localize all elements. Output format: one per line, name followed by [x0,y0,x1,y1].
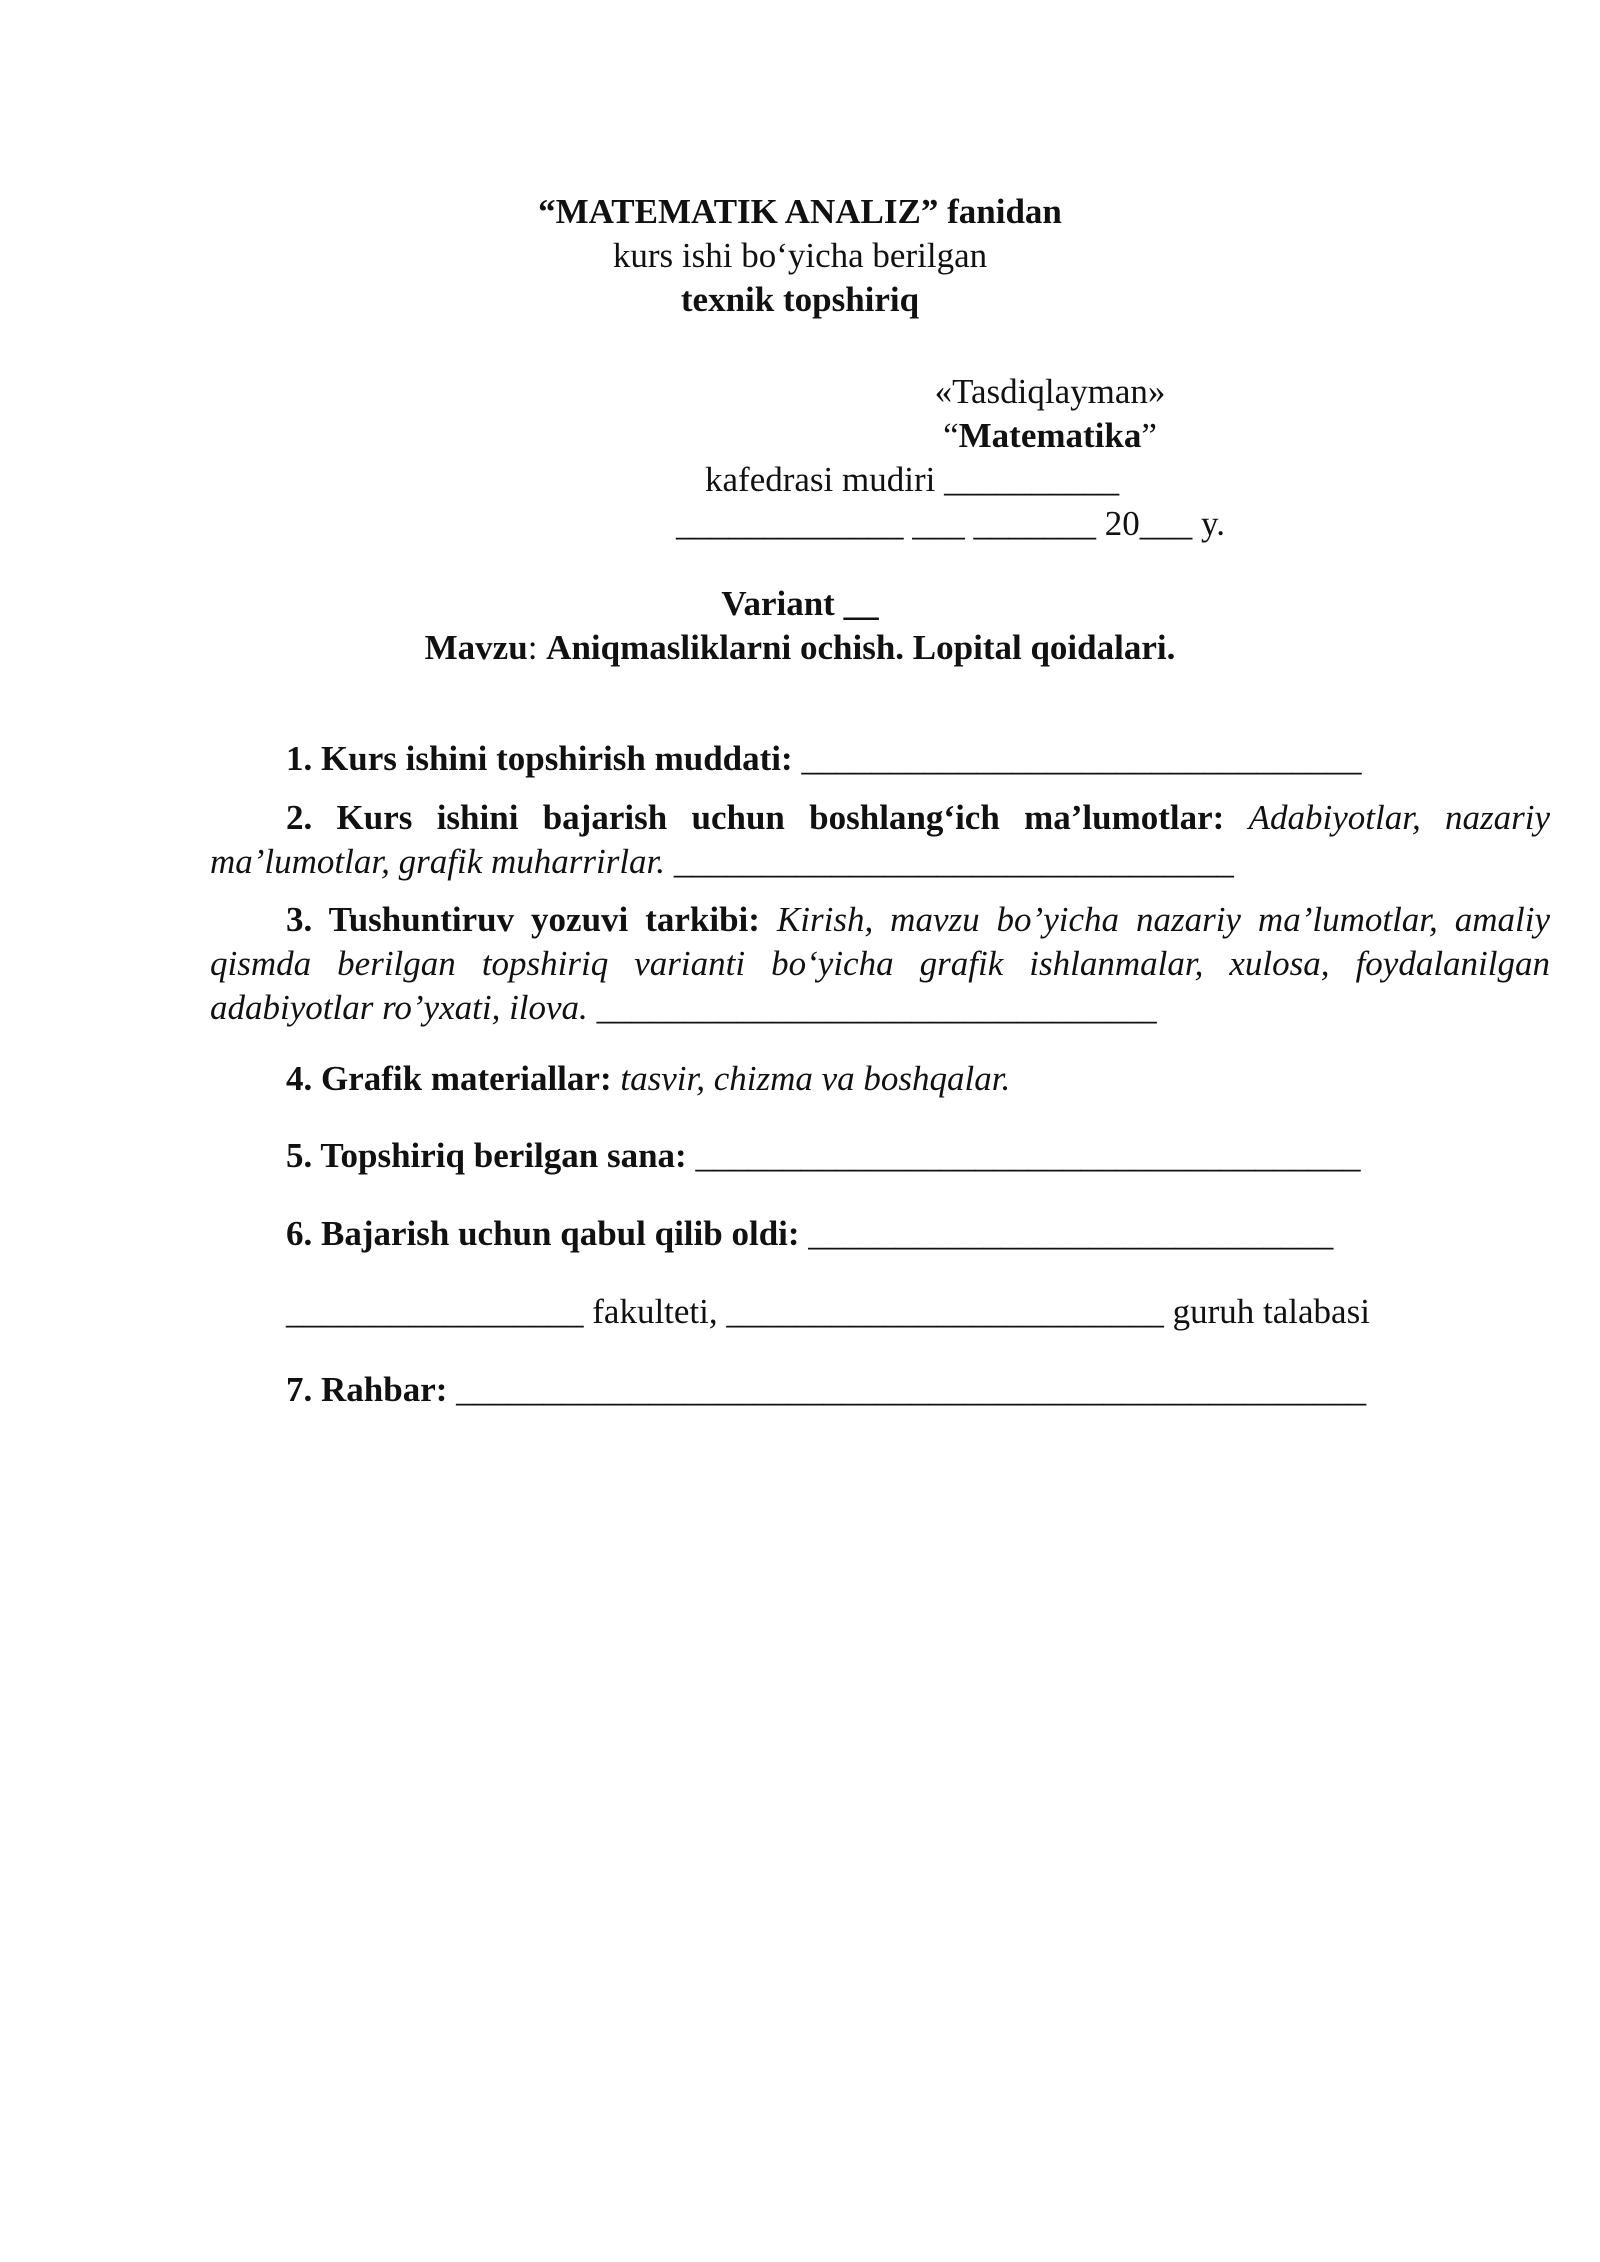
item-4-text: tasvir, chizma va boshqalar. [620,1059,1011,1098]
department-name: Matematika [958,416,1142,455]
item-1-blank: ________________________________ [801,739,1362,778]
item-6-blank: ______________________________ [808,1214,1334,1253]
topic-text: Aniqmasliklarni ochish. Lopital qoidalari. [546,628,1176,667]
faculty-blank: _________________ [286,1292,584,1331]
course-subtitle: kurs ishi bo‘yicha berilgan [612,236,988,275]
item-2-label: 2. Kurs ishini bajarish uchun boshlang‘ich ma’lumotlar: [286,798,1225,837]
approval-date-line: _____________ ___ _______ 20___ y. [676,504,1225,543]
item-4 [286,1057,1010,1101]
item-6-label: 6. Bajarish uchun qabul qilib oldi: [286,1214,800,1253]
faculty-group-line [286,1290,1370,1334]
group-label: guruh talabasi [1172,1292,1370,1331]
topic-label: Mavzu [424,628,528,667]
item-1-label: 1. Kurs ishini topshirish muddati: [286,739,793,778]
item-4-label: 4. Grafik materiallar: [286,1059,612,1098]
faculty-label: fakulteti, [592,1292,718,1331]
item-7 [286,1368,1366,1412]
item-3-label: 3. Tushuntiruv yozuvi tarkibi: [286,900,760,939]
item-5 [286,1134,1360,1178]
item-3-blank: ________________________________ [596,988,1157,1027]
department-quote-open: “ [943,416,959,455]
approve-label: «Tasdiqlayman» [934,372,1166,411]
item-5-blank: ______________________________________ [695,1136,1361,1175]
topic-line [0,626,1600,670]
department-line [800,414,1300,458]
item-3 [210,898,1550,1030]
topic-colon: : [527,628,538,667]
item-2-blank: ________________________________ [673,842,1234,881]
department-quote-close: ” [1141,416,1157,455]
item-3-text: Kirish, mavzu bo’yicha nazariy ma’lumotlar, amaliy qismda berilgan topshiriq varianti bo‘yicha grafik ishlanmalar, xulosa, foydalanilgan adabiyotlar ro’yxati, ilova. [210,900,1551,1027]
variant-block [0,582,1600,670]
item-5-label: 5. Topshiriq berilgan sana: [286,1136,687,1175]
approval-block [676,370,1300,546]
document-heading: texnik topshiriq [680,280,920,319]
item-7-label: 7. Rahbar: [286,1370,448,1409]
item-2-text: Adabiyotlar, nazariy ma’lumotlar, grafik muharrirlar. [210,798,1551,881]
item-2 [210,796,1550,884]
document-header [0,190,1600,322]
head-signature-line: kafedrasi mudiri __________ [705,460,1120,499]
variant-label: Variant __ [721,584,879,623]
course-title: “MATEMATIK ANALIZ” fanidan [538,192,1062,231]
group-blank: _________________________ [726,1292,1164,1331]
item-6 [286,1212,1333,1256]
item-7-blank: ____________________________________________________ [456,1370,1367,1409]
item-1 [286,737,1361,781]
